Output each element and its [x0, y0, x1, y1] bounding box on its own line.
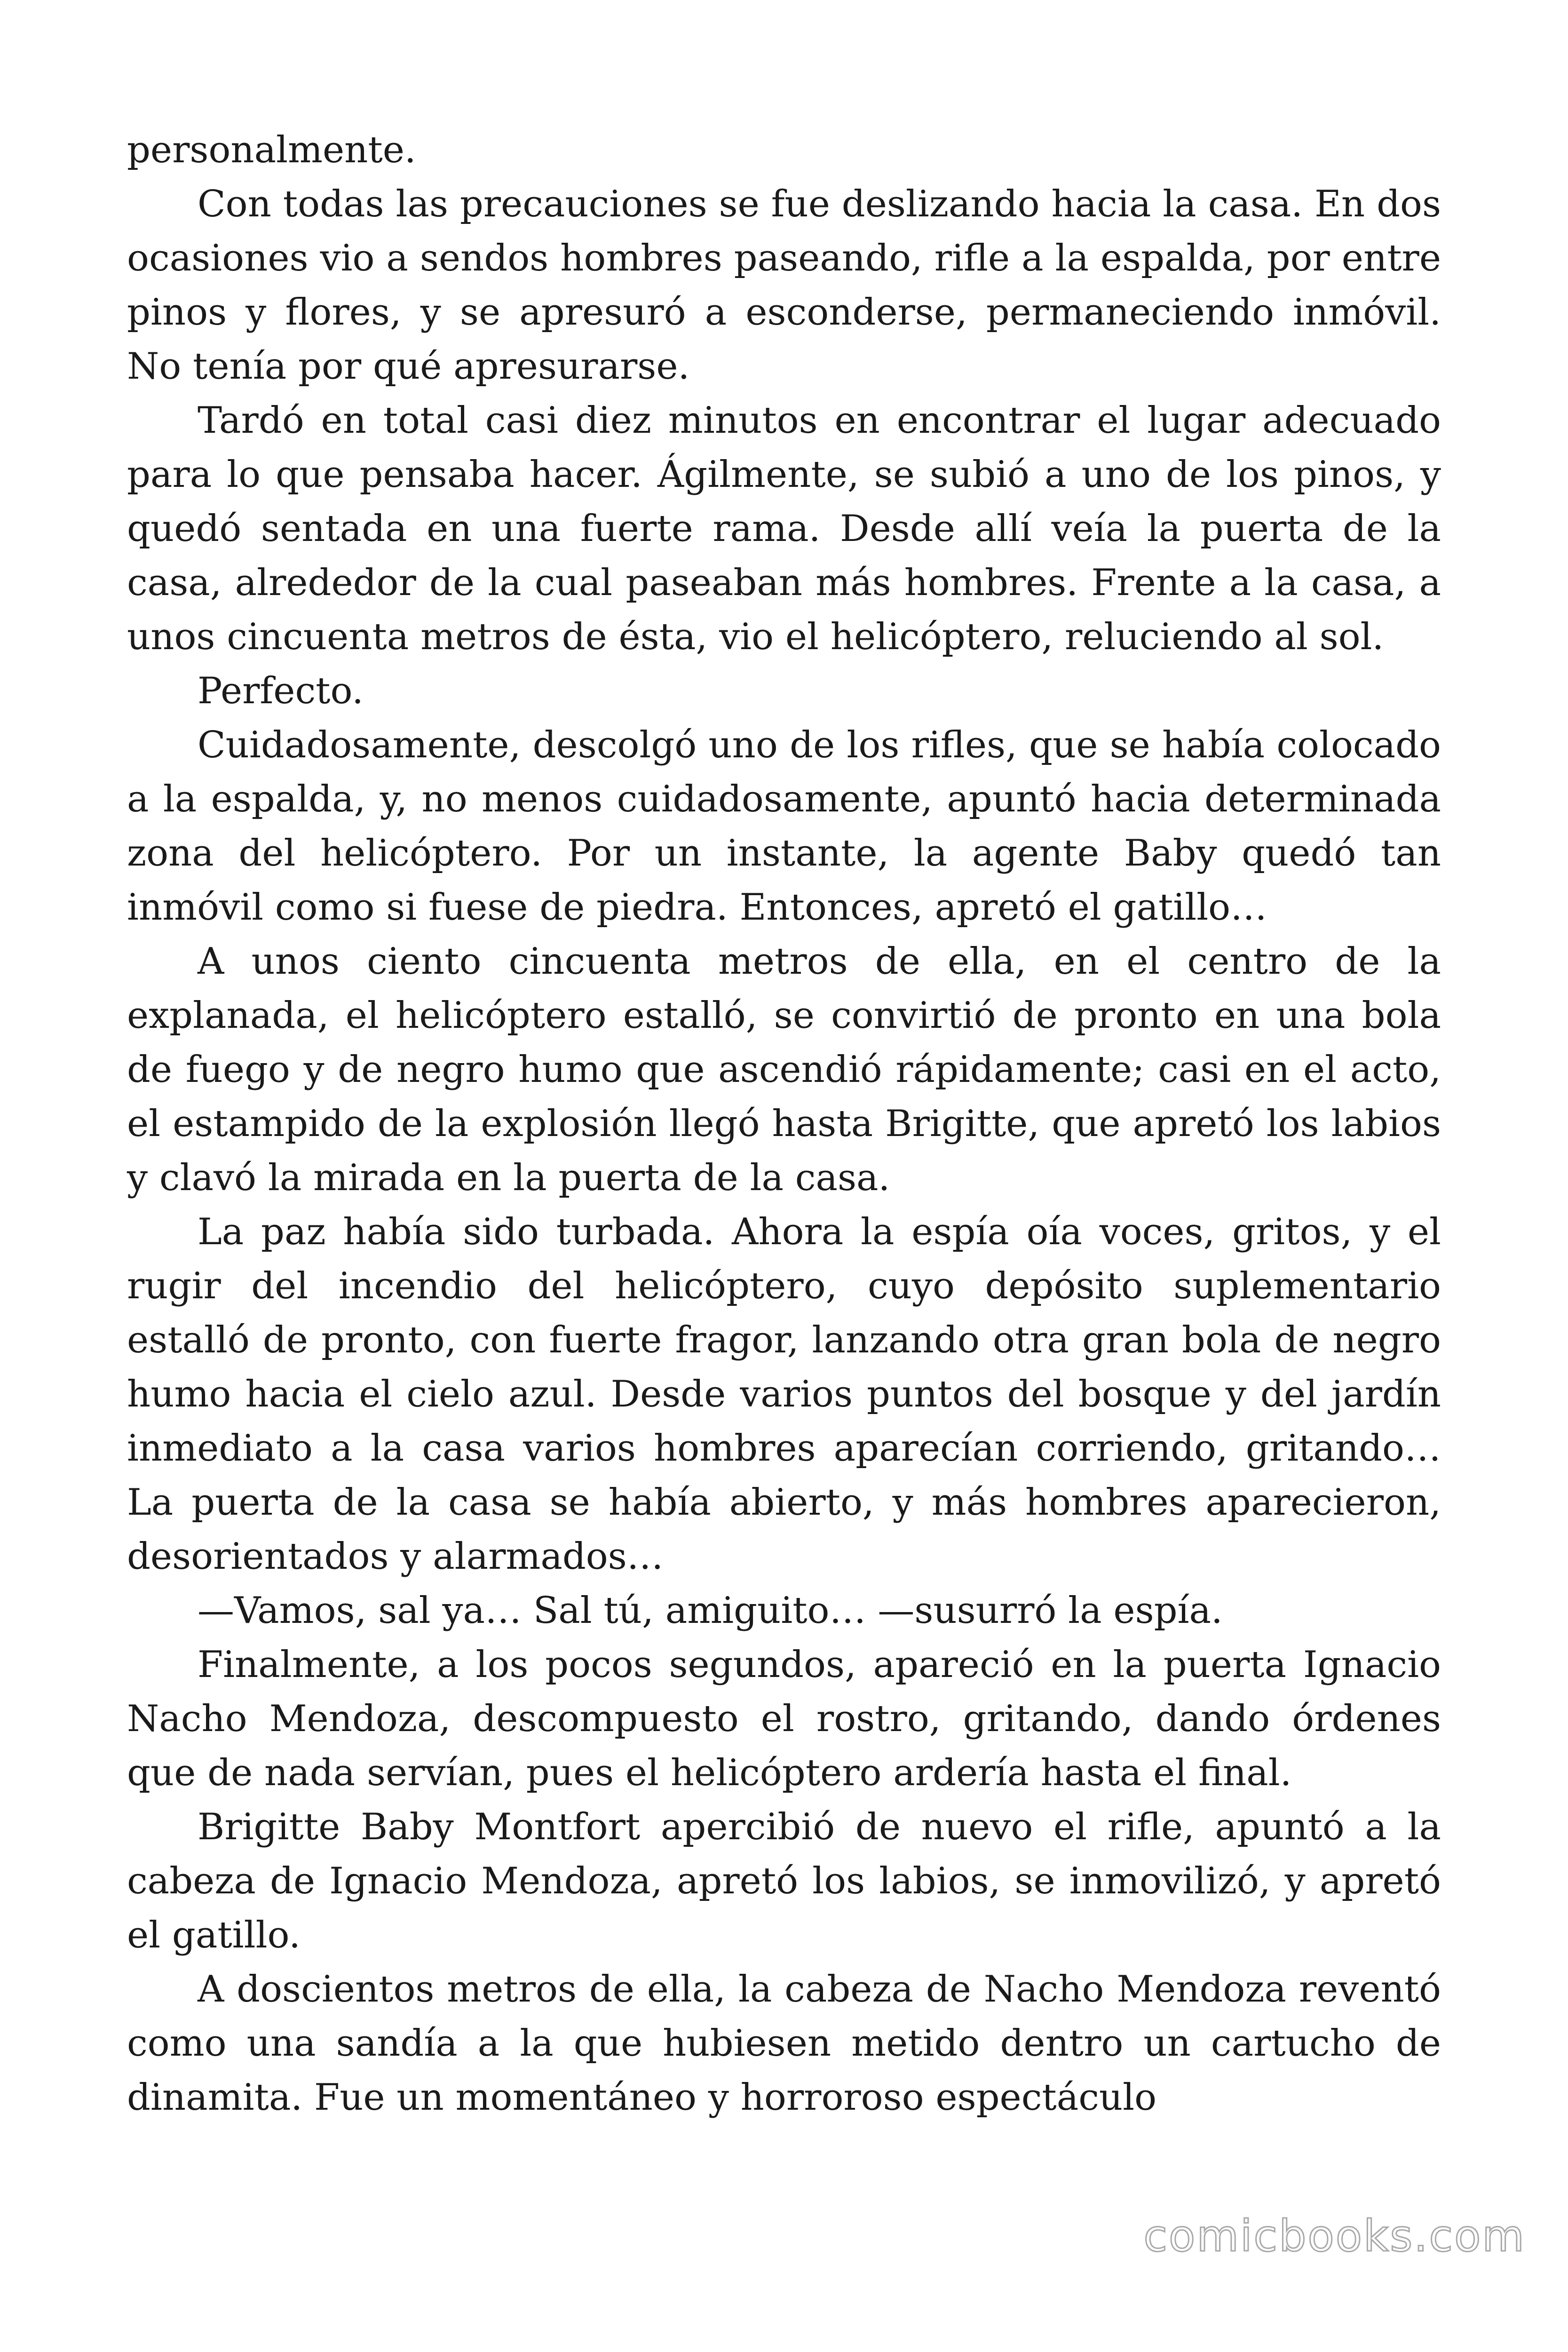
paragraph: Finalmente, a los pocos segundos, apareció en la puerta Ignacio Nacho Mendoza, descompuesto el rostro, gritando, dando órdenes que de nada servían, pues el helicóptero ardería hasta el final.: [127, 1644, 1441, 1794]
paragraph: A unos ciento cincuenta metros de ella, en el centro de la explanada, el helicóptero estalló, se convirtió de pronto en una bola de fuego y de negro humo que ascendió rápidamente; casi en el acto, el estampido de la explosión llegó hasta Brigitte, que apretó los labios y clavó la mirada en la puerta de la casa.: [127, 940, 1441, 1199]
paragraph: Con todas las precauciones se fue deslizando hacia la casa. En dos ocasiones vio a sendos hombres paseando, rifle a la espalda, por entre pinos y flores, y se apresuró a esconderse, permaneciendo inmóvil. No tenía por qué apresurarse.: [127, 183, 1441, 388]
paragraph: Tardó en total casi diez minutos en encontrar el lugar adecuado para lo que pensaba hacer. Ágilmente, se subió a uno de los pinos, y quedó sentada en una fuerte rama. Desde allí veía la puerta de la casa, alrededor de la cual paseaban más hombres. Frente a la casa, a unos cincuenta metros de ésta, vio el helicóptero, reluciendo al sol.: [127, 399, 1441, 658]
page-body: [127, 123, 1441, 2125]
paragraph: personalmente.: [127, 129, 416, 171]
paragraph: Perfecto.: [198, 670, 364, 712]
paragraph: A doscientos metros de ella, la cabeza de Nacho Mendoza reventó como una sandía a la que hubiesen metido dentro un cartucho de dinamita. Fue un momentáneo y horroroso espectáculo: [127, 1968, 1441, 2119]
paragraph: Brigitte Baby Montfort apercibió de nuevo el rifle, apuntó a la cabeza de Ignacio Mendoza, apretó los labios, se inmovilizó, y apretó el gatillo.: [127, 1806, 1441, 1956]
watermark: comicbooks.com: [1143, 2211, 1526, 2261]
paragraph: Cuidadosamente, descolgó uno de los rifles, que se había colocado a la espalda, y, no menos cuidadosamente, apuntó hacia determinada zona del helicóptero. Por un instante, la agente Baby quedó tan inmóvil como si fuese de piedra. Entonces, apretó el gatillo…: [127, 724, 1441, 929]
paragraph: La paz había sido turbada. Ahora la espía oía voces, gritos, y el rugir del incendio del helicóptero, cuyo depósito suplementario estalló de pronto, con fuerte fragor, lanzando otra gran bola de negro humo hacia el cielo azul. Desde varios puntos del bosque y del jardín inmediato a la casa varios hombres aparecían corriendo, gritando… La puerta de la casa se había abierto, y más hombres aparecieron, desorientados y alarmados…: [127, 1211, 1441, 1578]
paragraph: —Vamos, sal ya… Sal tú, amiguito… —susurró la espía.: [198, 1589, 1223, 1632]
